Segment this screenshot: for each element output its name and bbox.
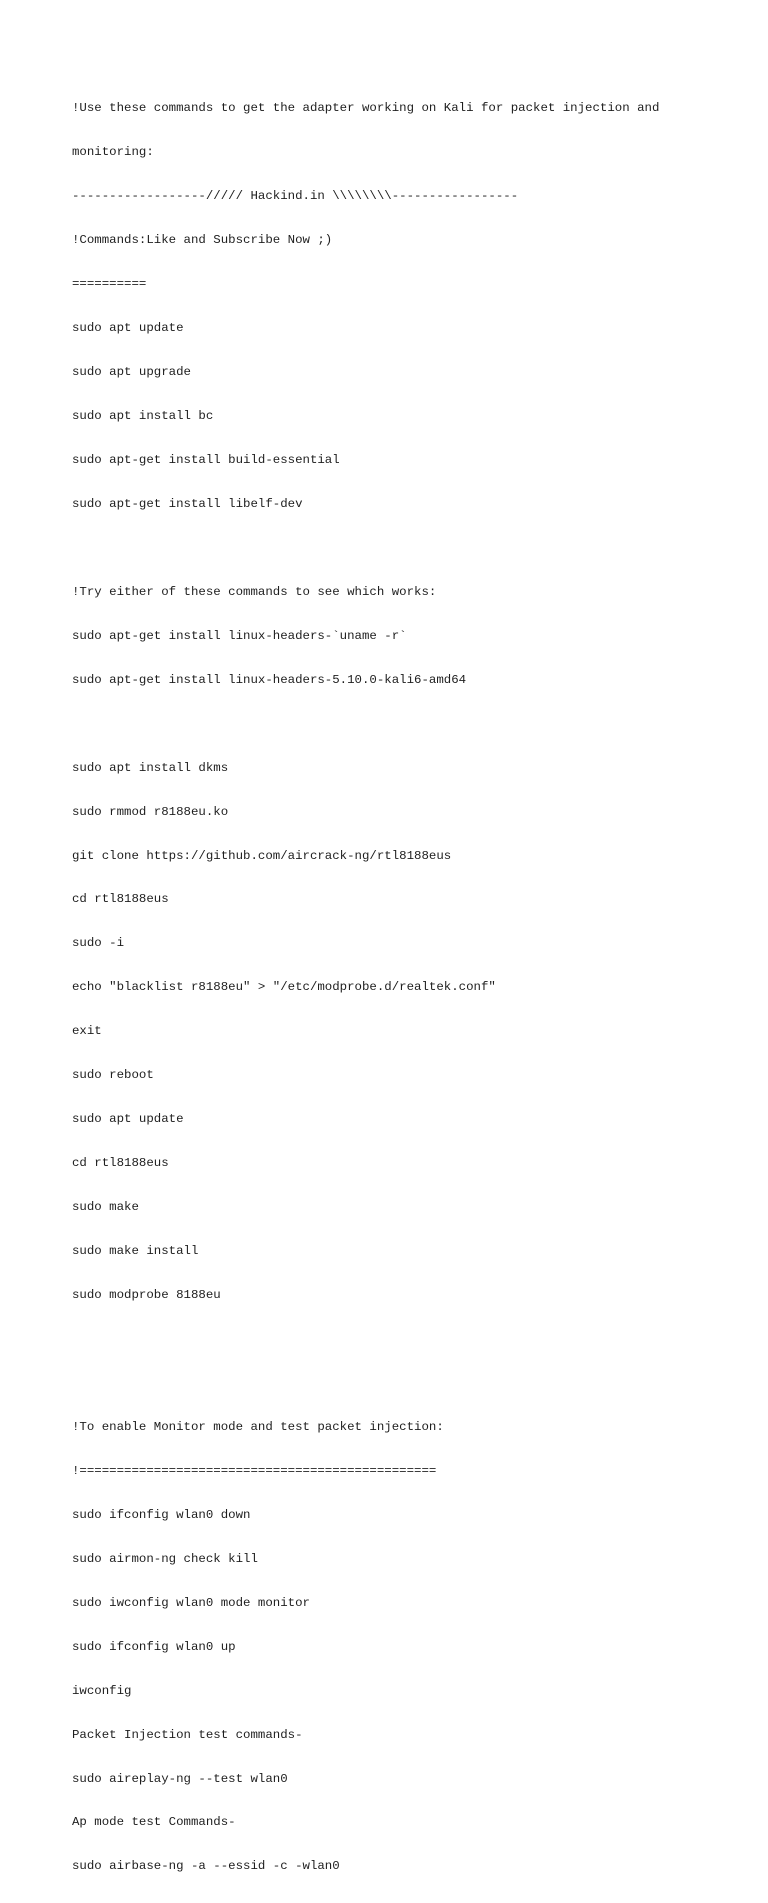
text-line: ------------------///// Hackind.in \\\\\\\\----------------- bbox=[72, 189, 519, 204]
text-line: sudo apt-get install linux-headers-5.10.0-kali6-amd64 bbox=[72, 672, 467, 687]
text-line: sudo airmon-ng check kill bbox=[72, 1551, 258, 1566]
blank-line bbox=[72, 1332, 712, 1347]
text-line: sudo make install bbox=[72, 1244, 199, 1259]
text-line: sudo make bbox=[72, 1200, 139, 1215]
text-line: sudo apt-get install libelf-dev bbox=[72, 496, 303, 511]
text-line: sudo apt install bc bbox=[72, 408, 214, 423]
text-line: !To enable Monitor mode and test packet injection: bbox=[72, 1419, 444, 1434]
text-line: sudo rmmod r8188eu.ko bbox=[72, 804, 229, 819]
text-line: echo "blacklist r8188eu" > "/etc/modprobe.d/realtek.conf" bbox=[72, 980, 496, 995]
text-line: git clone https://github.com/aircrack-ng/rtl8188eus bbox=[72, 848, 452, 863]
text-line: monitoring: bbox=[72, 145, 154, 160]
text-line: cd rtl8188eus bbox=[72, 1156, 169, 1171]
text-line: sudo -i bbox=[72, 936, 125, 951]
text-line: sudo iwconfig wlan0 mode monitor bbox=[72, 1595, 310, 1610]
text-line: sudo apt upgrade bbox=[72, 365, 191, 380]
text-line: sudo apt-get install linux-headers-`uname -r` bbox=[72, 628, 407, 643]
text-line: iwconfig bbox=[72, 1683, 132, 1698]
text-line: sudo ifconfig wlan0 up bbox=[72, 1639, 236, 1654]
text-line: sudo modprobe 8188eu bbox=[72, 1288, 221, 1303]
text-line: sudo apt install dkms bbox=[72, 760, 229, 775]
text-line: sudo apt-get install build-essential bbox=[72, 452, 340, 467]
text-line: Packet Injection test commands- bbox=[72, 1727, 303, 1742]
text-line: !================================================ bbox=[72, 1463, 437, 1478]
text-line: !Use these commands to get the adapter working on Kali for packet injection and bbox=[72, 101, 660, 116]
text-line: !Try either of these commands to see which works: bbox=[72, 584, 437, 599]
text-line: cd rtl8188eus bbox=[72, 892, 169, 907]
blank-line bbox=[72, 541, 712, 556]
text-line: sudo ifconfig wlan0 down bbox=[72, 1507, 251, 1522]
text-line: sudo aireplay-ng --test wlan0 bbox=[72, 1771, 288, 1786]
text-line: Ap mode test Commands- bbox=[72, 1815, 236, 1830]
text-line: sudo reboot bbox=[72, 1068, 154, 1083]
text-line: exit bbox=[72, 1024, 102, 1039]
blank-line bbox=[72, 717, 712, 732]
text-line: ========== bbox=[72, 277, 147, 292]
document-text bbox=[72, 72, 712, 1903]
text-line: sudo airbase-ng -a --essid -c -wlan0 bbox=[72, 1859, 340, 1874]
text-line: sudo apt update bbox=[72, 1112, 184, 1127]
text-line: !Commands:Like and Subscribe Now ;) bbox=[72, 233, 333, 248]
blank-line bbox=[72, 1376, 712, 1391]
text-line: sudo apt update bbox=[72, 321, 184, 336]
